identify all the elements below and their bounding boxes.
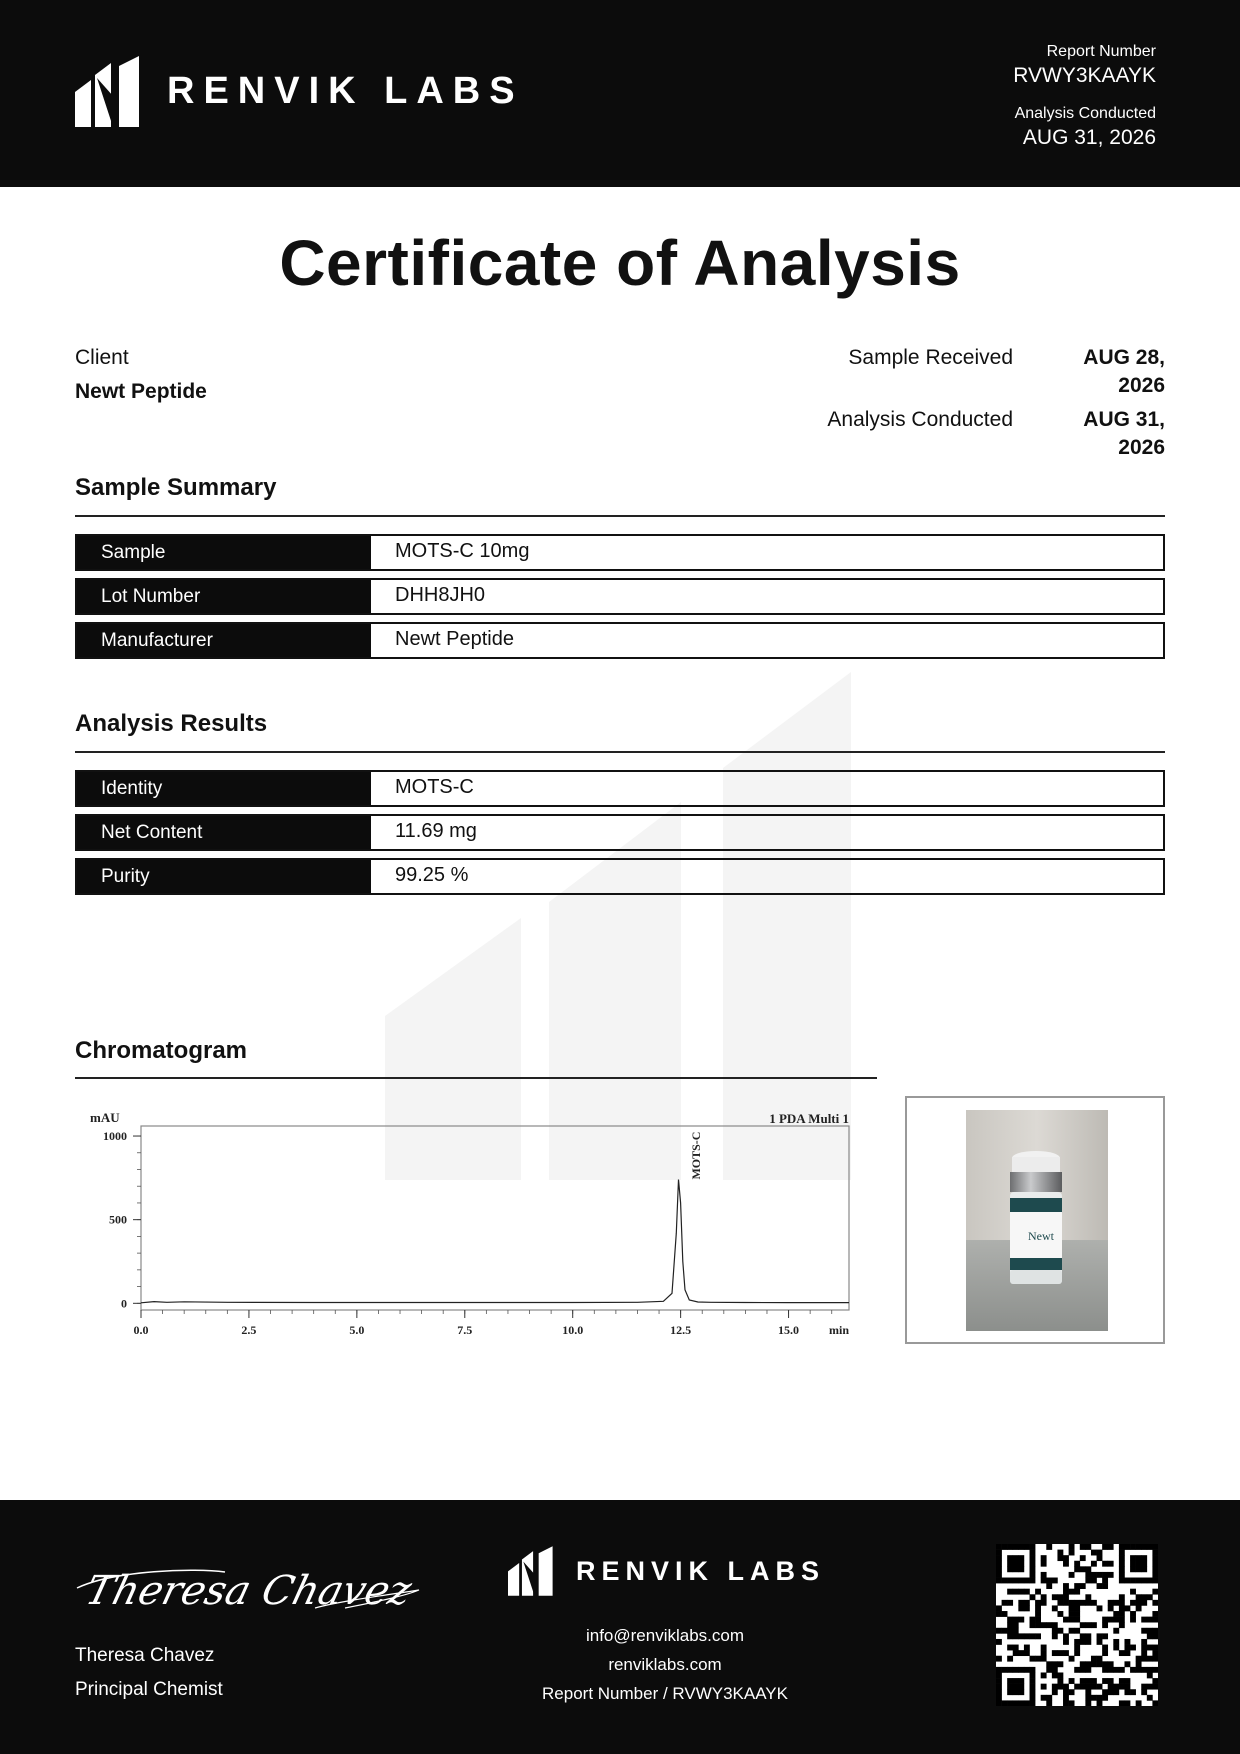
report-number-line: Report Number / RVWY3KAAYK <box>542 1684 788 1703</box>
brand-name: RENVIK LABS <box>167 70 524 112</box>
y-tick-label: 1000 <box>103 1129 127 1144</box>
contact-website[interactable]: renviklabs.com <box>608 1655 722 1674</box>
signer-title: Principal Chemist <box>75 1679 223 1700</box>
page-title: Certificate of Analysis <box>279 227 961 299</box>
analysis-conducted-date: AUG 31, 2026 <box>1022 126 1156 149</box>
vial-photo <box>966 1110 1108 1331</box>
qr-modules <box>996 1544 1158 1706</box>
dates-block <box>827 344 1165 468</box>
analysis-conducted-row <box>827 406 1165 462</box>
row-key: Lot Number <box>77 580 371 613</box>
report-number: RVWY3KAAYK <box>1013 64 1156 87</box>
logo-mark-icon <box>75 56 141 127</box>
chromatogram-divider <box>75 1077 877 1079</box>
footer-logo-mark-icon <box>508 1546 554 1596</box>
qr-code-icon[interactable] <box>996 1544 1158 1706</box>
header-bar <box>0 0 1240 187</box>
table-row <box>75 534 1165 571</box>
analysis-conducted-label-2: Analysis Conducted <box>827 408 1013 431</box>
series-line <box>141 1180 849 1303</box>
x-tick-label: 12.5 <box>670 1323 692 1337</box>
plot-frame <box>141 1126 849 1310</box>
row-value: MOTS-C 10mg <box>395 540 530 562</box>
client-block <box>75 344 207 406</box>
sample-summary-divider <box>75 515 1165 517</box>
y-tick-label: 0 <box>121 1296 127 1311</box>
row-value: DHH8JH0 <box>395 584 486 606</box>
table-row <box>75 622 1165 659</box>
signer-name: Theresa Chavez <box>75 1645 215 1666</box>
y-axis-label: mAU <box>90 1110 120 1125</box>
table-row <box>75 814 1165 851</box>
footer-brand-logo <box>508 1546 825 1596</box>
sample-received-label: Sample Received <box>848 346 1013 369</box>
client-label: Client <box>75 346 129 369</box>
product-photo-frame <box>905 1096 1165 1344</box>
brand-logo <box>75 56 524 127</box>
legend-label: 1 PDA Multi 1 <box>769 1111 849 1126</box>
footer-brand-name: RENVIK LABS <box>576 1555 826 1586</box>
row-key: Purity <box>77 860 371 893</box>
signature-text: Theresa Chavez <box>81 1566 417 1614</box>
contact-block <box>465 1621 865 1708</box>
contact-email[interactable]: info@renviklabs.com <box>585 1626 745 1645</box>
signature-image <box>75 1550 425 1630</box>
sample-summary-table <box>75 534 1165 666</box>
analysis-conducted-value: AUG 31, 2026 <box>1083 408 1165 459</box>
row-value: 11.69 mg <box>395 820 477 842</box>
report-meta <box>1013 42 1156 166</box>
table-row <box>75 770 1165 807</box>
x-tick-label: 15.0 <box>778 1323 800 1337</box>
row-key: Net Content <box>77 816 371 849</box>
client-name: Newt Peptide <box>75 380 207 403</box>
row-value: 99.25 % <box>395 864 469 886</box>
x-tick-label: 2.5 <box>241 1323 257 1337</box>
chromatogram-heading: Chromatogram <box>75 1037 248 1064</box>
chromatogram-chart <box>75 1100 875 1350</box>
report-number-label: Report Number <box>1046 43 1156 60</box>
x-axis-label: min <box>828 1323 849 1337</box>
row-key: Sample <box>77 536 371 569</box>
table-row <box>75 578 1165 615</box>
y-tick-label: 500 <box>109 1212 127 1227</box>
row-value: Newt Peptide <box>395 628 514 650</box>
analysis-conducted-label: Analysis Conducted <box>1014 105 1156 122</box>
footer-bar <box>0 1500 1240 1754</box>
x-tick-label: 5.0 <box>349 1323 365 1337</box>
analysis-results-table <box>75 770 1165 902</box>
x-tick-label: 7.5 <box>457 1323 473 1337</box>
x-tick-label: 0.0 <box>133 1323 149 1337</box>
table-row <box>75 858 1165 895</box>
sample-received-value: AUG 28, 2026 <box>1083 346 1165 397</box>
x-tick-label: 10.0 <box>562 1323 584 1337</box>
row-value: MOTS-C <box>395 776 474 798</box>
vial-label-text: Newt <box>1028 1229 1054 1243</box>
sample-received-row <box>827 344 1165 400</box>
analysis-results-heading: Analysis Results <box>75 710 268 737</box>
peak-label: MOTS-C <box>688 1131 703 1180</box>
sample-summary-heading: Sample Summary <box>75 474 277 501</box>
row-key: Identity <box>77 772 371 805</box>
analysis-results-divider <box>75 751 1165 753</box>
signer-block <box>75 1639 223 1707</box>
row-key: Manufacturer <box>77 624 371 657</box>
